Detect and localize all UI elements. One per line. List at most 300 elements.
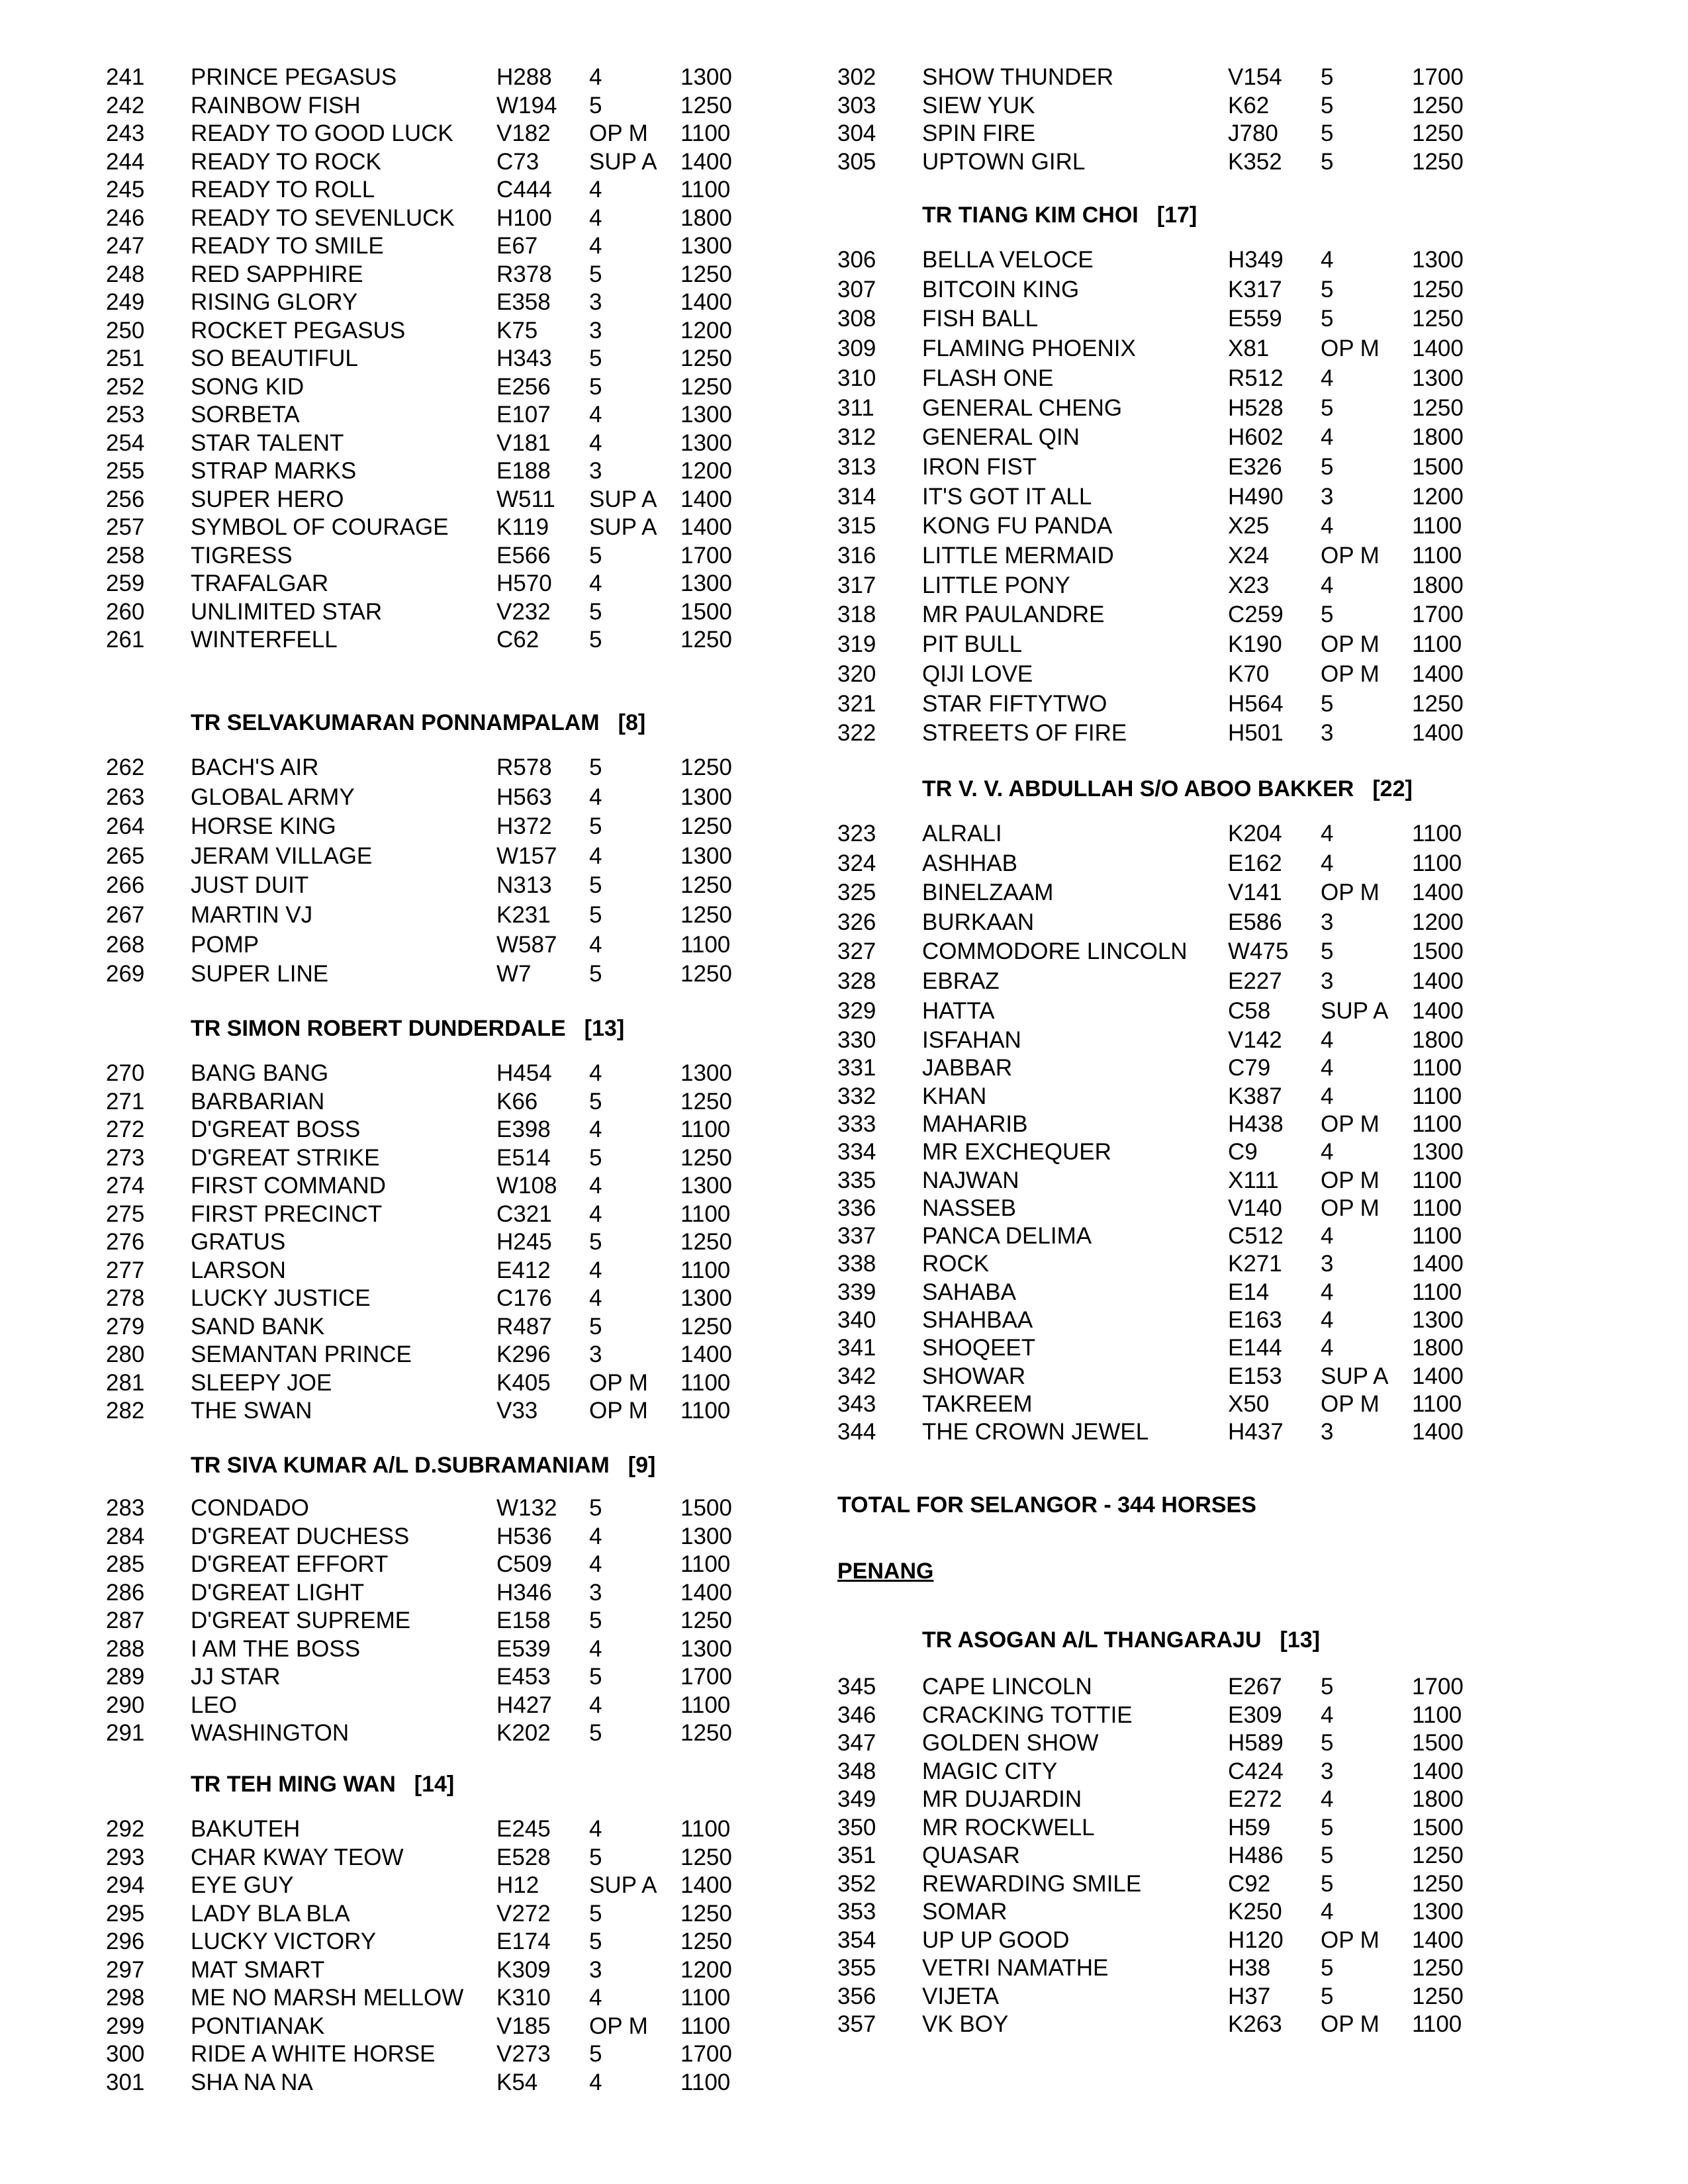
- horse-rating: 1500: [1412, 938, 1464, 965]
- table-row: [106, 260, 834, 289]
- horse-code: K202: [496, 1720, 551, 1746]
- horse-number: 298: [106, 1985, 145, 2011]
- horse-code: C79: [1228, 1055, 1271, 1081]
- horse-number: 287: [106, 1608, 145, 1633]
- trainer-horse-count: [8]: [618, 710, 646, 735]
- horse-number: 291: [106, 1720, 145, 1746]
- horse-number: 349: [837, 1786, 876, 1812]
- trainer-name: TR SELVAKUMARAN PONNAMPALAM: [191, 710, 600, 735]
- table-row: [106, 1662, 834, 1692]
- horse-rating: 1100: [1412, 1055, 1462, 1081]
- table-row: [106, 400, 834, 430]
- horse-number: 344: [837, 1419, 876, 1445]
- table-row: [837, 512, 1566, 541]
- horse-grade: 5: [1321, 938, 1334, 965]
- table-row: [837, 453, 1566, 482]
- horse-code: H570: [496, 570, 552, 596]
- horse-rating: 1300: [680, 570, 732, 596]
- horse-code: H288: [496, 64, 552, 90]
- horse-name: ASHHAB: [922, 850, 1017, 876]
- horse-name: MR EXCHEQUER: [922, 1139, 1111, 1165]
- table-row: [837, 1954, 1566, 1983]
- horse-number: 342: [837, 1363, 876, 1389]
- horse-rating: 1200: [1412, 909, 1464, 935]
- horse-code: H490: [1228, 483, 1284, 510]
- horse-grade: 4: [1321, 424, 1334, 451]
- horse-grade: 3: [589, 458, 602, 484]
- horse-name: D'GREAT STRIKE: [191, 1144, 380, 1171]
- horse-number: 356: [837, 1983, 876, 2009]
- horse-name: SONG KID: [191, 373, 305, 400]
- horse-rating: 1300: [680, 842, 732, 869]
- horse-grade: 4: [589, 1816, 602, 1842]
- horse-code: H100: [496, 205, 552, 231]
- horse-rating: 1250: [680, 1844, 732, 1870]
- horse-rating: 1300: [680, 1285, 732, 1311]
- horse-grade: 5: [589, 1495, 602, 1521]
- horse-number: 280: [106, 1342, 145, 1367]
- horse-number: 257: [106, 514, 145, 540]
- horse-rating: 1250: [1412, 120, 1464, 146]
- horse-number: 248: [106, 261, 145, 287]
- horse-rating: 1250: [680, 261, 732, 287]
- horse-code: V272: [496, 1900, 551, 1927]
- horse-grade: 5: [1321, 1674, 1334, 1700]
- horse-number: 313: [837, 453, 876, 480]
- table-row: [106, 1144, 834, 1173]
- horse-code: E188: [496, 458, 551, 484]
- horse-name: ROCKET PEGASUS: [191, 317, 406, 343]
- horse-rating: 1400: [680, 1579, 732, 1606]
- horse-rating: 1300: [680, 233, 732, 259]
- horse-code: E272: [1228, 1786, 1282, 1812]
- horse-number: 274: [106, 1173, 145, 1199]
- horse-grade: 4: [589, 1551, 602, 1577]
- horse-name: D'GREAT SUPREME: [191, 1608, 411, 1633]
- horse-code: K309: [496, 1956, 551, 1983]
- horse-grade: 4: [589, 233, 602, 259]
- horse-name: REWARDING SMILE: [922, 1870, 1142, 1897]
- horse-code: H12: [496, 1872, 539, 1898]
- horse-rating: 1500: [680, 598, 732, 625]
- horse-grade: 4: [589, 1985, 602, 2011]
- horse-grade: 4: [589, 1523, 602, 1549]
- horse-grade: OP M: [1321, 660, 1380, 687]
- horse-name: TRAFALGAR: [191, 570, 329, 596]
- horse-code: X25: [1228, 513, 1270, 539]
- horse-code: V232: [496, 598, 551, 625]
- table-row: [837, 690, 1566, 719]
- horse-grade: 5: [589, 627, 602, 653]
- table-row: [837, 541, 1566, 570]
- horse-grade: 4: [589, 2069, 602, 2095]
- table-row: [837, 719, 1566, 748]
- horse-code: E453: [496, 1664, 551, 1690]
- horse-rating: 1700: [680, 2041, 732, 2067]
- horse-rating: 1250: [680, 92, 732, 118]
- horse-rating: 1700: [1412, 64, 1464, 90]
- horse-code: E412: [496, 1257, 551, 1283]
- table-row: [106, 457, 834, 486]
- horse-number: 318: [837, 602, 876, 628]
- horse-rating: 1250: [680, 813, 732, 840]
- horse-grade: 4: [1321, 1702, 1334, 1728]
- horse-rating: 1400: [680, 1872, 732, 1898]
- horse-number: 270: [106, 1060, 145, 1086]
- horse-number: 278: [106, 1285, 145, 1311]
- horse-name: VIJETA: [922, 1983, 1000, 2009]
- horse-number: 302: [837, 64, 876, 90]
- table-row: [106, 373, 834, 402]
- table-row: [837, 394, 1566, 423]
- horse-rating: 1500: [1412, 1730, 1464, 1756]
- horse-number: 330: [837, 1027, 876, 1053]
- horse-grade: 3: [589, 1342, 602, 1367]
- horse-grade: 4: [1321, 850, 1334, 876]
- horse-grade: 4: [589, 842, 602, 869]
- horse-grade: SUP A: [1321, 997, 1389, 1024]
- horse-rating: 1400: [1412, 1251, 1464, 1277]
- horse-rating: 1100: [1412, 513, 1462, 539]
- left-column: [106, 0, 834, 2184]
- horse-grade: OP M: [589, 2013, 648, 2039]
- horse-grade: OP M: [589, 1369, 648, 1396]
- horse-grade: 5: [1321, 1730, 1334, 1756]
- horse-number: 338: [837, 1251, 876, 1277]
- table-row: [837, 1813, 1566, 1843]
- horse-number: 337: [837, 1223, 876, 1250]
- horse-rating: 1300: [1412, 365, 1464, 391]
- horse-code: X23: [1228, 572, 1270, 598]
- table-row: [837, 908, 1566, 937]
- horse-number: 244: [106, 148, 145, 175]
- horse-name: LEO: [191, 1692, 238, 1718]
- horse-name: GENERAL QIN: [922, 424, 1080, 451]
- horse-name: FISH BALL: [922, 306, 1039, 332]
- horse-grade: 5: [1321, 64, 1334, 90]
- table-row: [106, 569, 834, 598]
- table-row: [106, 1312, 834, 1342]
- horse-grade: 4: [589, 1635, 602, 1662]
- horse-number: 295: [106, 1900, 145, 1927]
- horse-name: SO BEAUTIFUL: [191, 345, 358, 371]
- horse-number: 272: [106, 1116, 145, 1142]
- table-row: [106, 931, 834, 960]
- horse-rating: 1250: [1412, 1955, 1464, 1981]
- horse-rating: 1250: [680, 754, 732, 780]
- horse-rating: 1800: [1412, 1786, 1464, 1812]
- horse-number: 335: [837, 1167, 876, 1193]
- horse-code: V33: [496, 1398, 538, 1424]
- table-row: [106, 316, 834, 345]
- horse-number: 320: [837, 660, 876, 687]
- table-row: [106, 1059, 834, 1088]
- horse-rating: 1300: [1412, 1899, 1464, 1925]
- horse-grade: 5: [1321, 1983, 1334, 2009]
- horse-code: V181: [496, 430, 551, 456]
- horse-rating: 1400: [680, 1342, 732, 1367]
- horse-number: 259: [106, 570, 145, 596]
- horse-grade: OP M: [1321, 1927, 1380, 1953]
- horse-code: E326: [1228, 453, 1282, 480]
- horse-name: BURKAAN: [922, 909, 1035, 935]
- horse-code: R578: [496, 754, 552, 780]
- horse-name: D'GREAT BOSS: [191, 1116, 361, 1142]
- horse-name: IRON FIST: [922, 453, 1037, 480]
- horse-grade: 4: [1321, 1279, 1334, 1305]
- table-row: [837, 1729, 1566, 1758]
- horse-grade: 5: [1321, 276, 1334, 302]
- table-row: [106, 429, 834, 458]
- horse-name: LITTLE MERMAID: [922, 543, 1114, 569]
- horse-rating: 1250: [1412, 394, 1464, 421]
- horse-grade: 4: [1321, 1223, 1334, 1250]
- horse-code: E14: [1228, 1279, 1270, 1305]
- horse-rating: 1250: [1412, 1843, 1464, 1868]
- horse-name: ALRALI: [922, 821, 1002, 846]
- horse-code: H120: [1228, 1927, 1284, 1953]
- horse-code: K204: [1228, 821, 1282, 846]
- horse-grade: OP M: [1321, 1167, 1380, 1193]
- horse-code: H427: [496, 1692, 552, 1718]
- horse-code: C176: [496, 1285, 552, 1311]
- horse-rating: 1700: [680, 1664, 732, 1690]
- horse-name: LITTLE PONY: [922, 572, 1070, 598]
- horse-rating: 1300: [1412, 1139, 1464, 1165]
- horse-number: 262: [106, 754, 145, 780]
- horse-rating: 1700: [1412, 602, 1464, 628]
- horse-grade: 4: [1321, 1083, 1334, 1109]
- horse-name: WINTERFELL: [191, 627, 338, 653]
- horse-name: THE CROWN JEWEL: [922, 1419, 1149, 1445]
- horse-rating: 1400: [1412, 1758, 1464, 1784]
- trainer-horse-count: [17]: [1156, 203, 1197, 228]
- table-row: [837, 364, 1566, 393]
- horse-name: THE SWAN: [191, 1398, 312, 1424]
- horse-grade: 5: [1321, 394, 1334, 421]
- horse-code: H349: [1228, 247, 1284, 273]
- table-row: [106, 625, 834, 655]
- trainer-header: [922, 201, 1197, 230]
- horse-rating: 1250: [680, 961, 732, 987]
- horse-code: H486: [1228, 1843, 1284, 1868]
- table-row: [106, 871, 834, 900]
- horse-grade: OP M: [589, 1398, 648, 1424]
- horse-number: 343: [837, 1390, 876, 1417]
- horse-grade: 4: [1321, 513, 1334, 539]
- horse-code: E153: [1228, 1363, 1282, 1389]
- table-row: [837, 1278, 1566, 1307]
- horse-name: QIJI LOVE: [922, 660, 1033, 687]
- horse-grade: 4: [589, 1116, 602, 1142]
- horse-name: SHAHBAA: [922, 1307, 1033, 1333]
- horse-number: 297: [106, 1956, 145, 1983]
- horse-name: READY TO ROCK: [191, 148, 381, 175]
- horse-number: 277: [106, 1257, 145, 1283]
- horse-rating: 1400: [1412, 1927, 1464, 1953]
- region-heading: PENANG: [837, 1559, 934, 1584]
- horse-rating: 1100: [1412, 850, 1462, 876]
- table-row: [106, 1815, 834, 1844]
- horse-rating: 1250: [680, 1900, 732, 1927]
- horse-name: MR PAULANDRE: [922, 602, 1105, 628]
- horse-code: K387: [1228, 1083, 1282, 1109]
- horse-number: 316: [837, 543, 876, 569]
- horse-number: 317: [837, 572, 876, 598]
- horse-rating: 1400: [680, 514, 732, 540]
- horse-code: E539: [496, 1635, 551, 1662]
- horse-grade: 5: [589, 92, 602, 118]
- horse-rating: 1400: [680, 486, 732, 512]
- horse-rating: 1250: [680, 872, 732, 899]
- horse-grade: 4: [1321, 821, 1334, 846]
- horse-number: 306: [837, 247, 876, 273]
- horse-rating: 1300: [680, 430, 732, 456]
- horse-name: STAR FIFTYTWO: [922, 690, 1107, 717]
- horse-grade: 5: [589, 961, 602, 987]
- table-row: [837, 1166, 1566, 1195]
- table-row: [837, 2010, 1566, 2039]
- horse-name: SUPER LINE: [191, 961, 329, 987]
- table-row: [106, 1578, 834, 1608]
- horse-name: UP UP GOOD: [922, 1927, 1070, 1953]
- horse-number: 327: [837, 938, 876, 965]
- horse-number: 321: [837, 690, 876, 717]
- horse-grade: 4: [589, 1285, 602, 1311]
- horse-code: H438: [1228, 1111, 1284, 1137]
- horse-grade: 4: [1321, 365, 1334, 391]
- table-row: [106, 1899, 834, 1929]
- table-row: [837, 997, 1566, 1026]
- horse-code: K70: [1228, 660, 1270, 687]
- horse-code: H528: [1228, 394, 1284, 421]
- horse-number: 315: [837, 513, 876, 539]
- horse-code: H37: [1228, 1983, 1271, 2009]
- horse-name: LADY BLA BLA: [191, 1900, 350, 1927]
- table-row: [106, 1871, 834, 1900]
- horse-grade: 5: [589, 1900, 602, 1927]
- table-row: [837, 482, 1566, 512]
- horse-grade: 4: [1321, 572, 1334, 598]
- horse-number: 352: [837, 1870, 876, 1897]
- horse-number: 322: [837, 720, 876, 747]
- horse-number: 347: [837, 1730, 876, 1756]
- horse-grade: OP M: [1321, 1390, 1380, 1417]
- horse-grade: 3: [589, 289, 602, 315]
- table-row: [106, 1635, 834, 1664]
- trainer-header: [191, 1770, 454, 1799]
- horse-code: R512: [1228, 365, 1284, 391]
- horse-name: COMMODORE LINCOLN: [922, 938, 1188, 965]
- horse-number: 312: [837, 424, 876, 451]
- trainer-horse-count: [13]: [1280, 1627, 1320, 1653]
- horse-code: C259: [1228, 602, 1284, 628]
- horse-number: 340: [837, 1307, 876, 1333]
- horse-name: MAGIC CITY: [922, 1758, 1058, 1784]
- horse-grade: 4: [589, 1257, 602, 1283]
- horse-number: 350: [837, 1814, 876, 1841]
- table-row: [837, 91, 1566, 120]
- table-row: [837, 1026, 1566, 1055]
- horse-name: CAPE LINCOLN: [922, 1674, 1092, 1700]
- table-row: [837, 571, 1566, 600]
- horse-code: C512: [1228, 1223, 1284, 1250]
- horse-grade: OP M: [1321, 880, 1380, 906]
- table-row: [837, 334, 1566, 363]
- horse-name: D'GREAT LIGHT: [191, 1579, 365, 1606]
- horse-grade: 4: [589, 1173, 602, 1199]
- horse-number: 289: [106, 1664, 145, 1690]
- horse-number: 247: [106, 233, 145, 259]
- horse-number: 331: [837, 1055, 876, 1081]
- trainer-name: TR ASOGAN A/L THANGARAJU: [922, 1627, 1262, 1653]
- horse-rating: 1100: [680, 1116, 731, 1142]
- horse-name: SPIN FIRE: [922, 120, 1036, 146]
- horse-number: 282: [106, 1398, 145, 1424]
- horse-name: RAINBOW FISH: [191, 92, 361, 118]
- table-row: [106, 1256, 834, 1285]
- horse-grade: 3: [589, 1579, 602, 1606]
- horse-code: H589: [1228, 1730, 1284, 1756]
- horse-grade: 5: [589, 1608, 602, 1633]
- horse-name: BARBARIAN: [191, 1088, 325, 1115]
- horse-code: C509: [496, 1551, 552, 1577]
- horse-number: 269: [106, 961, 145, 987]
- horse-rating: 1500: [680, 1495, 732, 1521]
- table-row: [106, 344, 834, 373]
- horse-rating: 1250: [1412, 306, 1464, 332]
- table-row: [837, 1306, 1566, 1335]
- trainer-horse-count: [9]: [628, 1453, 656, 1478]
- horse-grade: 4: [589, 570, 602, 596]
- horse-name: ROCK: [922, 1251, 990, 1277]
- horse-code: X24: [1228, 543, 1270, 569]
- horse-code: H346: [496, 1579, 552, 1606]
- horse-code: E67: [496, 233, 538, 259]
- horse-grade: 5: [1321, 1870, 1334, 1897]
- horse-rating: 1300: [680, 1635, 732, 1662]
- horse-code: E514: [496, 1144, 551, 1171]
- horse-code: W132: [496, 1495, 557, 1521]
- horse-name: SHOWAR: [922, 1363, 1026, 1389]
- horse-name: TAKREEM: [922, 1390, 1033, 1417]
- horse-rating: 1250: [680, 1313, 732, 1340]
- horse-grade: 4: [589, 1692, 602, 1718]
- horse-number: 264: [106, 813, 145, 840]
- horse-grade: 5: [589, 542, 602, 569]
- horse-name: GENERAL CHENG: [922, 394, 1123, 421]
- horse-name: PIT BULL: [922, 631, 1023, 658]
- horse-rating: 1100: [1412, 1223, 1462, 1250]
- horse-code: K231: [496, 902, 551, 928]
- horse-code: E227: [1228, 968, 1282, 994]
- table-row: [106, 2040, 834, 2069]
- horse-rating: 1300: [680, 1523, 732, 1549]
- horse-code: E528: [496, 1844, 551, 1870]
- horse-number: 275: [106, 1201, 145, 1227]
- horse-grade: 5: [589, 1088, 602, 1115]
- table-row: [837, 1334, 1566, 1363]
- table-row: [106, 175, 834, 205]
- horse-grade: 4: [589, 64, 602, 90]
- horse-name: SLEEPY JOE: [191, 1369, 332, 1396]
- table-row: [837, 1250, 1566, 1279]
- horse-number: 303: [837, 92, 876, 118]
- horse-grade: OP M: [1321, 1195, 1380, 1221]
- horse-name: PRINCE PEGASUS: [191, 64, 397, 90]
- horse-number: 324: [837, 850, 876, 876]
- horse-grade: 5: [589, 1229, 602, 1255]
